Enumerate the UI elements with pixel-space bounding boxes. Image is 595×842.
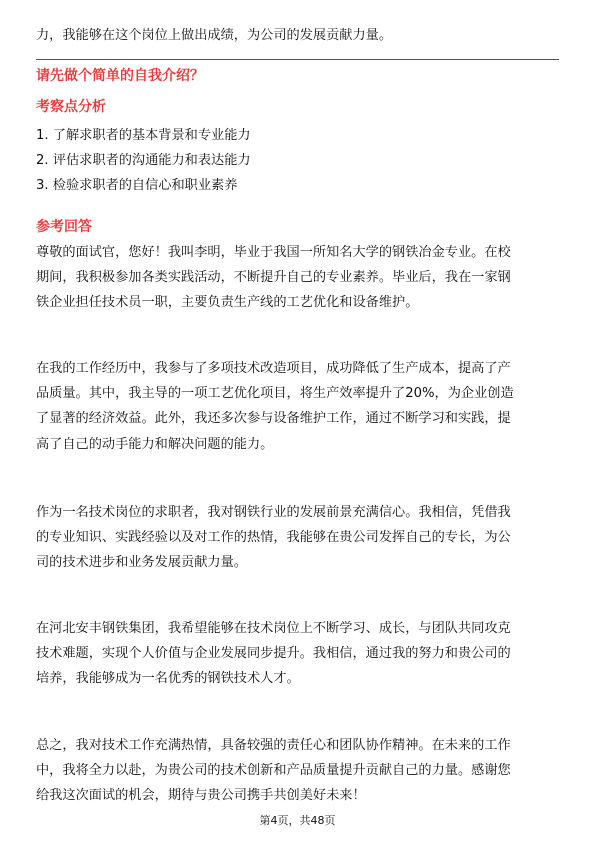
answer-line: 在我的工作经历中，我参与了多项技术改造项目，成功降低了生产成本，提高了产	[36, 361, 511, 376]
answer-line: 了显著的经济效益。此外，我还多次参与设备维护工作，通过不断学习和实践，提	[36, 411, 511, 427]
section-divider	[36, 59, 559, 60]
answer-line: 技术难题，实现个人价值与企业发展同步提升。我相信，通过我的努力和贵公司的	[36, 646, 511, 662]
answer-paragraph	[36, 500, 559, 576]
answer-paragraph	[36, 356, 559, 457]
answer-line: 作为一名技术岗位的求职者，我对钢铁行业的发展前景充满信心。我相信，凭借我	[36, 505, 511, 520]
answer-line: 的专业知识、实践经验以及对工作的热情，我能够在贵公司发挥自己的专长，为公	[36, 530, 511, 546]
answer-paragraph	[36, 616, 559, 692]
answer-line: 铁企业担任技术员一职，主要负责生产线的工艺优化和设备维护。	[36, 295, 419, 311]
answer-paragraph	[36, 240, 559, 316]
page-number-footer: 第4页，共48页	[259, 814, 336, 827]
answer-line: 司的技术进步和业务发展贡献力量。	[36, 555, 247, 571]
analysis-point: 2. 评估求职者的沟通能力和表达能力	[36, 153, 251, 169]
question-title: 请先做个简单的自我介绍？	[36, 68, 204, 84]
analysis-point: 3. 检验求职者的自信心和职业素养	[36, 178, 238, 194]
answer-line: 高了自己的动手能力和解决问题的能力。	[36, 436, 274, 452]
answer-heading: 参考回答	[36, 219, 92, 235]
answer-line: 尊敬的面试官，您好！我叫李明，毕业于我国一所知名大学的钢铁冶金专业。在校	[36, 245, 511, 260]
answer-line: 在河北安丰钢铁集团，我希望能够在技术岗位上不断学习、成长，与团队共同攻克	[36, 621, 511, 636]
answer-line: 总之，我对技术工作充满热情，具备较强的责任心和团队协作精神。在未来的工作	[36, 738, 511, 753]
answer-paragraph	[36, 733, 559, 809]
answer-line: 品质量。其中，我主导的一项工艺优化项目，将生产效率提升了20%，为企业创造	[36, 386, 514, 402]
answer-line: 期间，我积极参加各类实践活动，不断提升自己的专业素养。毕业后，我在一家钢	[36, 270, 511, 286]
document-page	[36, 0, 559, 842]
continued-text: 力，我能够在这个岗位上做出成绩，为公司的发展贡献力量。	[36, 28, 393, 43]
answer-line: 给我这次面试的机会，期待与贵公司携手共创美好未来！	[36, 788, 366, 804]
analysis-heading: 考察点分析	[36, 99, 106, 115]
answer-line: 培养，我能够成为一名优秀的钢铁技术人才。	[36, 671, 300, 687]
answer-line: 中，我将全力以赴，为贵公司的技术创新和产品质量提升贡献自己的力量。感谢您	[36, 763, 511, 779]
analysis-point: 1. 了解求职者的基本背景和专业能力	[36, 128, 251, 143]
analysis-points-list	[36, 123, 251, 199]
